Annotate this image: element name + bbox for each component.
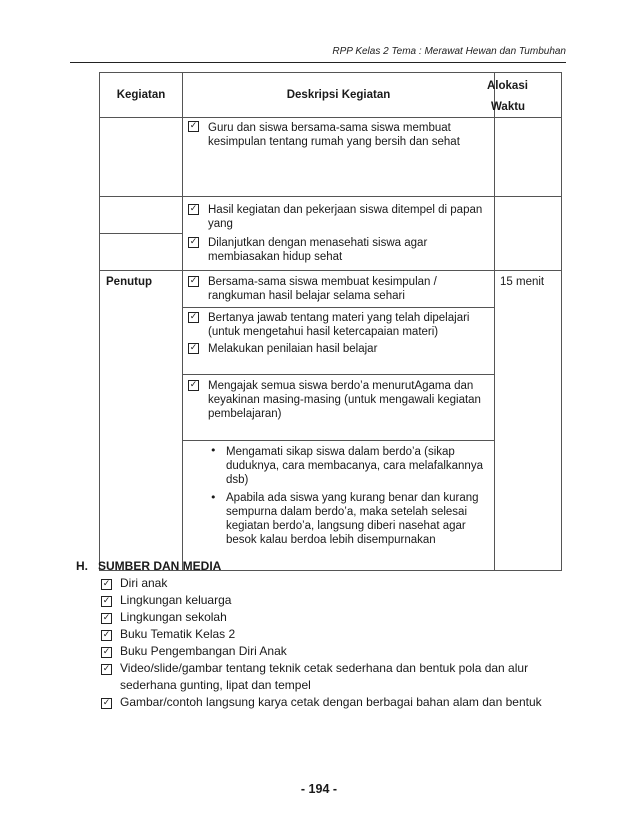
checkbox-icon: ✓ xyxy=(102,596,111,606)
list-item xyxy=(76,660,576,694)
bullet-icon: • xyxy=(210,443,217,457)
deskripsi-cell xyxy=(183,270,495,307)
kegiatan-cell xyxy=(100,233,183,270)
list-item xyxy=(76,694,576,711)
checkbox-icon: ✓ xyxy=(102,698,111,708)
list-item xyxy=(76,626,576,643)
section-letter: H. xyxy=(76,559,88,573)
kegiatan-cell xyxy=(100,118,183,197)
checkbox-icon: ✓ xyxy=(189,204,198,214)
list-item xyxy=(183,308,494,341)
header-alokasi-waktu xyxy=(487,73,562,118)
item-text: Mengamati sikap siswa dalam berdo’a (sikap duduknya, cara membacanya, cara melafalkannya dsb) xyxy=(226,445,483,486)
checkbox-icon: ✓ xyxy=(102,613,111,623)
item-text: Lingkungan keluarga xyxy=(120,593,232,607)
item-text: Bertanya jawab tentang materi yang telah dipelajari (untuk mengetahui hasil ketercapaian materi) xyxy=(208,311,470,338)
header-deskripsi: Deskripsi Kegiatan xyxy=(183,73,495,118)
table-header-row xyxy=(100,73,562,118)
list-item xyxy=(76,592,576,609)
item-text: Bersama-sama siswa membuat kesimpulan / rangkuman hasil belajar selama sehari xyxy=(208,275,437,302)
waktu-cell xyxy=(495,118,562,197)
section-title-text: SUMBER DAN MEDIA xyxy=(98,559,222,573)
waktu-value: 15 menit xyxy=(500,275,545,288)
item-text: Dilanjutkan dengan menasehati siswa agar membiasakan hidup sehat xyxy=(208,237,428,263)
table-row xyxy=(100,118,562,197)
deskripsi-cell xyxy=(183,118,495,197)
deskripsi-cell xyxy=(183,197,495,234)
item-text: Apabila ada siswa yang kurang benar dan kurang sempurna dalam berdo’a, maka setelah selesai kegiatan berdo’a, langsung diberi nasehat agar besok kalau berdoa lebih disempurnakan xyxy=(226,491,479,546)
list-item xyxy=(183,197,494,233)
bullet-item xyxy=(183,489,494,549)
page-number: - 194 - xyxy=(300,782,338,796)
item-text: Guru dan siswa bersama-sama siswa membuat kesimpulan tentang rumah yang bersih dan sehat xyxy=(208,122,460,148)
waktu-cell xyxy=(495,197,562,271)
header-alokasi: Alokasi xyxy=(487,80,528,92)
checkbox-icon: ✓ xyxy=(102,664,111,674)
checkbox-icon: ✓ xyxy=(189,311,198,322)
item-text: Buku Tematik Kelas 2 xyxy=(120,627,236,641)
checkbox-icon: ✓ xyxy=(189,121,198,131)
item-text: Gambar/contoh langsung karya cetak dengan berbagai bahan alam dan bentuk xyxy=(120,695,542,709)
kegiatan-cell xyxy=(100,197,183,234)
running-header: RPP Kelas 2 Tema : Merawat Hewan dan Tumbuhan xyxy=(332,46,566,57)
item-text: Melakukan penilaian hasil belajar xyxy=(208,342,378,355)
checkbox-icon: ✓ xyxy=(189,342,198,353)
header-waktu: Waktu xyxy=(491,101,526,113)
list-item xyxy=(76,643,576,660)
item-text: Video/slide/gambar tentang teknik cetak sederhana dan bentuk pola dan alur sederhana gunting, lipat dan tempel xyxy=(120,661,529,692)
section-sumber-media xyxy=(76,558,576,711)
item-text: Buku Pengembangan Diri Anak xyxy=(120,644,287,658)
list-item xyxy=(183,271,494,305)
item-text: Lingkungan sekolah xyxy=(120,610,227,624)
section-title xyxy=(76,558,576,575)
list-item xyxy=(76,575,576,592)
checkbox-icon: ✓ xyxy=(102,630,111,640)
kegiatan-label-penutup: Penutup xyxy=(106,275,152,288)
item-text: Mengajak semua siswa berdo’a menurutAgama dan keyakinan masing-masing (untuk mengawali kegiatan pembelajaran) xyxy=(208,379,481,420)
kegiatan-cell xyxy=(100,270,183,570)
list-item xyxy=(183,341,494,358)
list-item xyxy=(183,233,494,266)
deskripsi-cell xyxy=(183,374,495,440)
list-item xyxy=(76,609,576,626)
checkbox-icon: ✓ xyxy=(189,275,198,286)
checkbox-icon: ✓ xyxy=(189,237,198,247)
bullet-item xyxy=(183,441,494,489)
list-item xyxy=(183,375,494,423)
table-row xyxy=(100,197,562,234)
deskripsi-cell xyxy=(183,307,495,374)
table-row xyxy=(100,270,562,307)
item-text: Diri anak xyxy=(120,576,168,590)
list-item xyxy=(183,118,494,151)
checkbox-icon: ✓ xyxy=(102,647,111,657)
checkbox-icon: ✓ xyxy=(189,379,198,390)
bullet-icon: • xyxy=(210,490,217,504)
table-row xyxy=(100,233,562,270)
checkbox-icon: ✓ xyxy=(102,579,111,589)
deskripsi-cell xyxy=(183,440,495,570)
deskripsi-cell xyxy=(183,233,495,270)
item-text: Hasil kegiatan dan pekerjaan siswa ditempel di papan yang xyxy=(208,204,483,230)
header-rule xyxy=(70,62,566,63)
activity-table xyxy=(99,72,562,571)
header-kegiatan: Kegiatan xyxy=(100,73,183,118)
waktu-cell xyxy=(495,270,562,570)
